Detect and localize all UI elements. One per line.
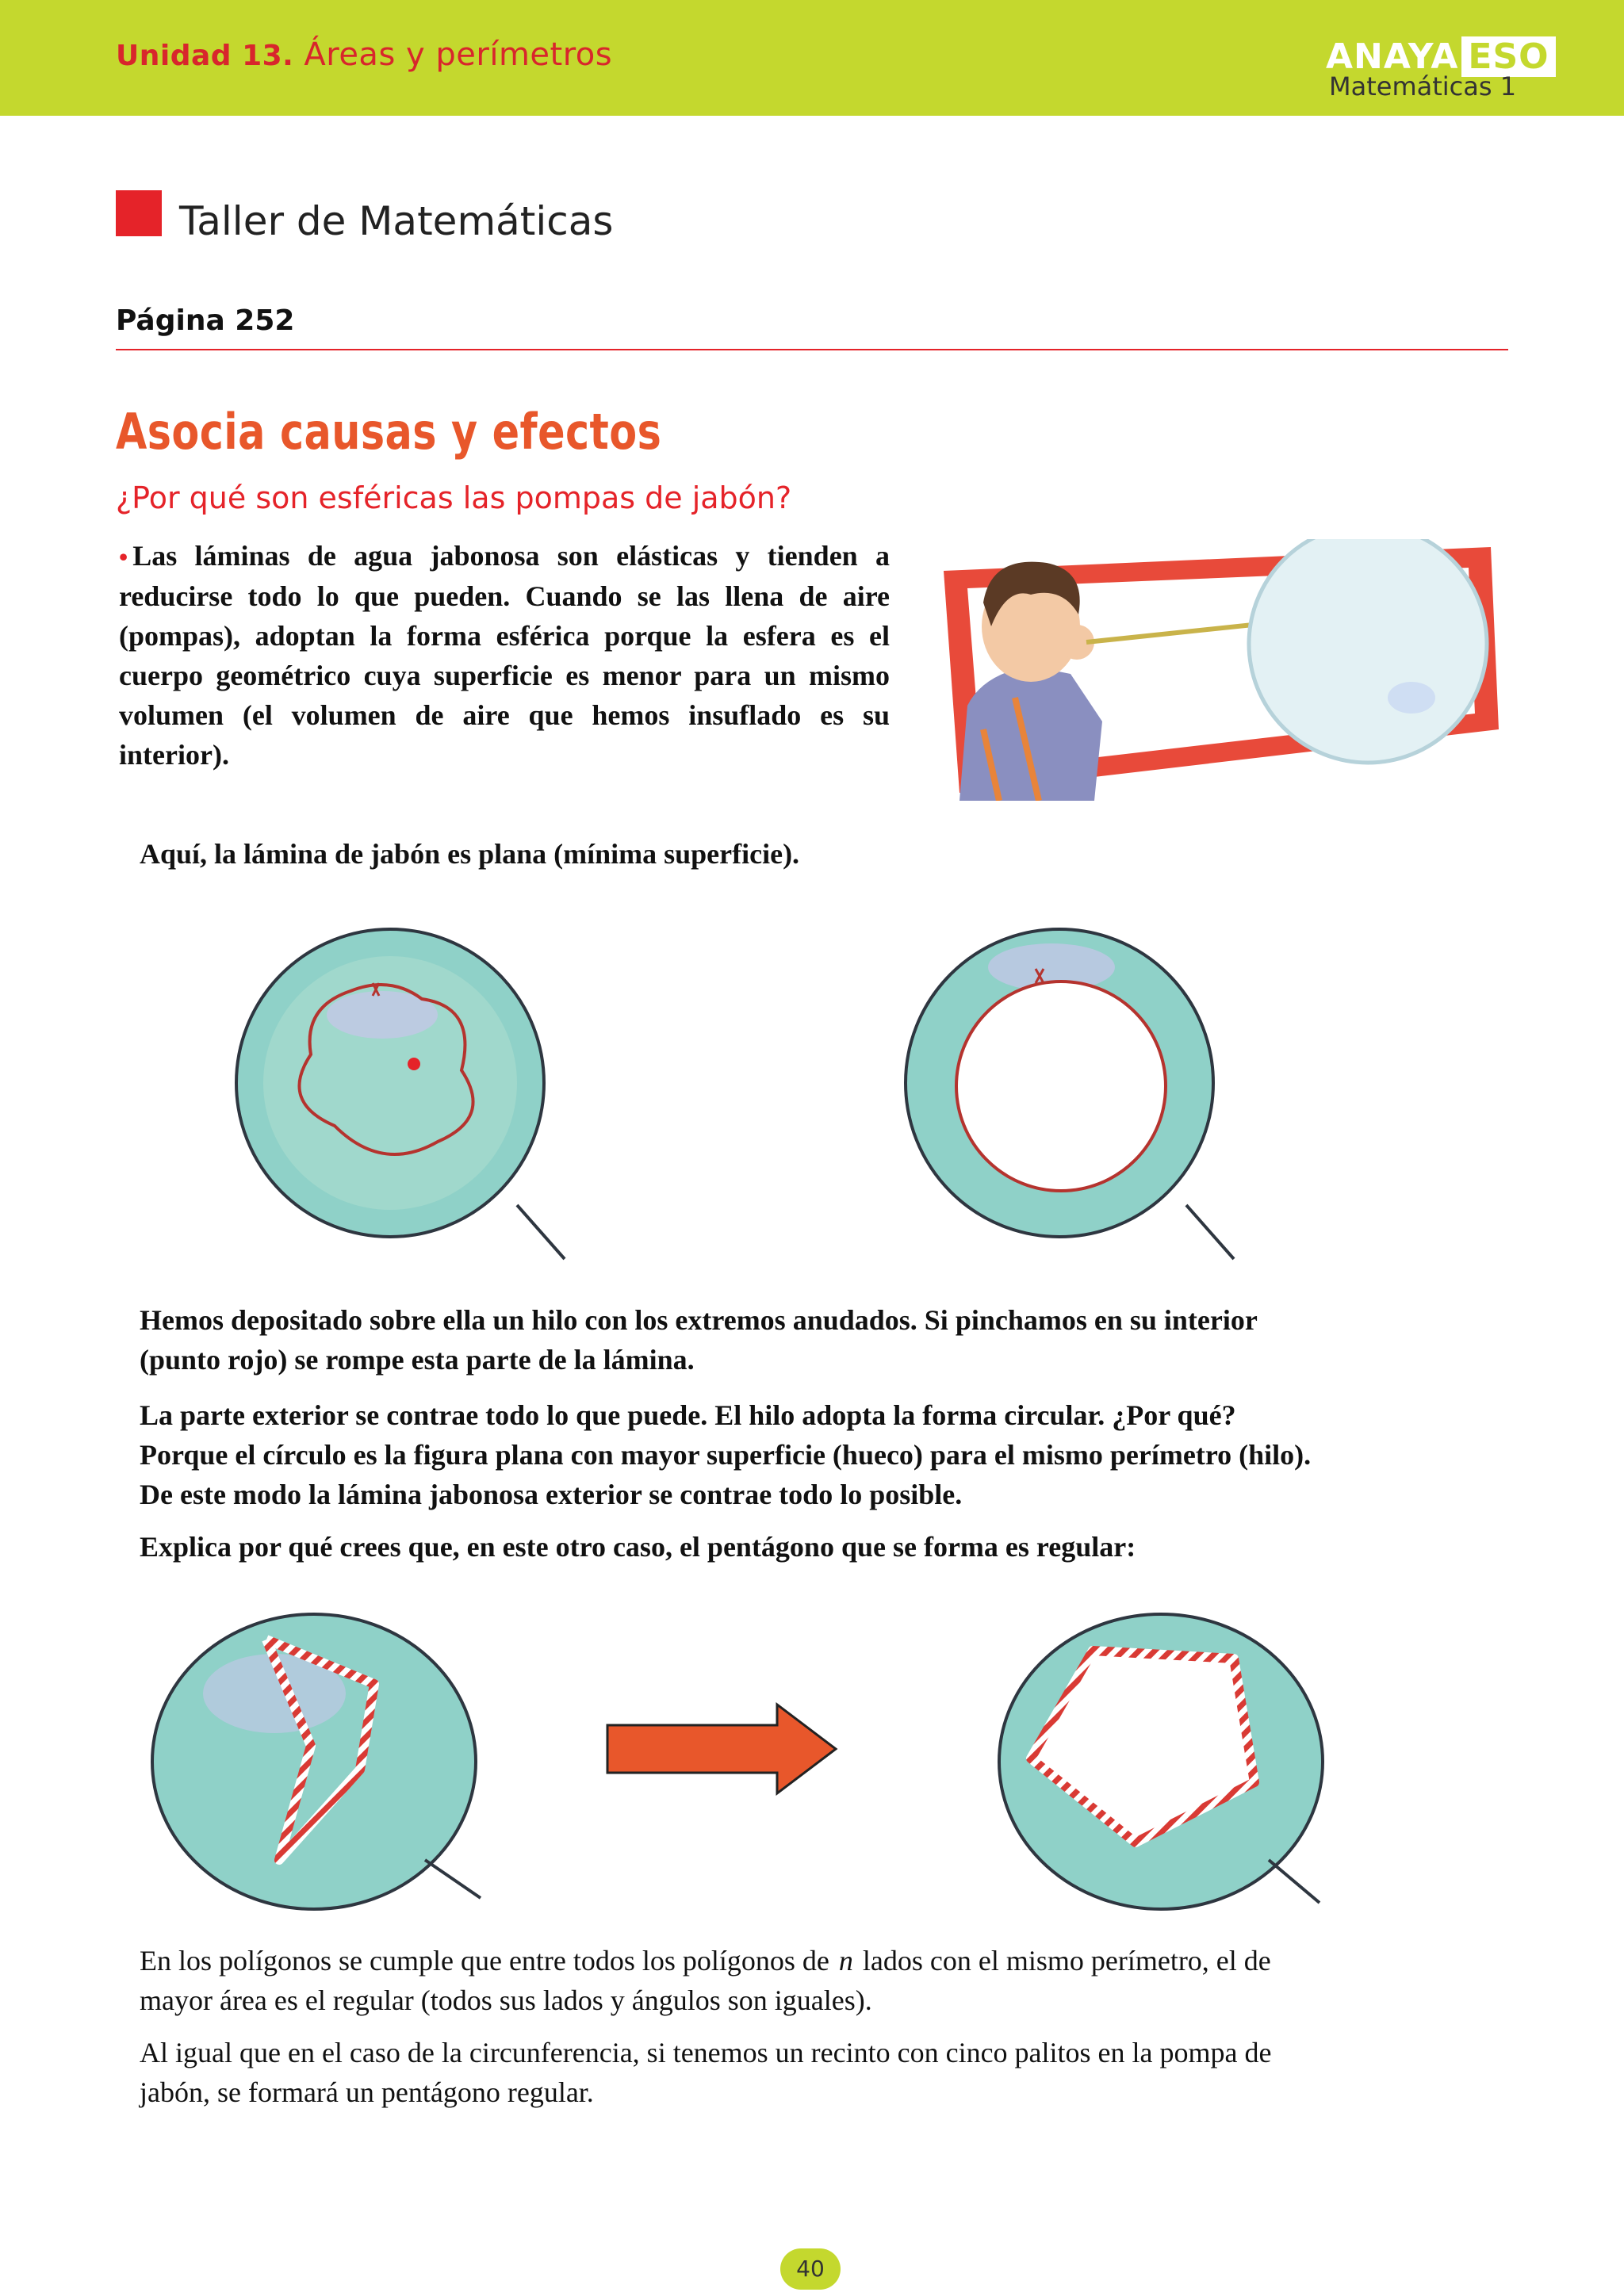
section-title: Taller de Matemáticas	[179, 198, 614, 244]
page-number: 40	[780, 2248, 841, 2290]
unit-prefix: Unidad 13.	[116, 40, 294, 72]
arrow-right-icon	[604, 1701, 842, 1797]
contract-text: La parte exterior se contrae todo lo que puede. El hilo adopta la forma circular. ¿Por qué? Porque el círculo es la figura plana con mayor superficie (hueco) para el mismo perímetro (hilo). De este modo la lámina jabonosa exterior se contrae todo lo posible.	[140, 1399, 1312, 1510]
unit-title	[116, 36, 612, 73]
activity-heading: Asocia causas y efectos	[116, 403, 662, 461]
brand-tag: ESO	[1461, 36, 1555, 77]
bubble-circular-thread	[893, 920, 1250, 1269]
explain-text: Explica por qué crees que, en este otro caso, el pentágono que se forma es regular:	[140, 1531, 1136, 1563]
thread-text: Hemos depositado sobre ella un hilo con los extremos anudados. Si pinchamos en su interior (punto rojo) se rompe esta parte de la lámina.	[140, 1304, 1258, 1376]
bullet-text: Las láminas de agua jabonosa son elásticas y tienden a reducirse todo lo que pueden. Cuando se las llena de aire (pompas), adoptan la forma esférica porque la esfera es el cuerpo geométrico cuya superficie es menor para un mismo volumen (el volumen de aire que hemos insuflado es su interior).	[119, 540, 890, 771]
flat-film-text: Aquí, la lámina de jabón es plana (mínima superficie).	[140, 838, 800, 870]
brand-name: ANAYA	[1326, 36, 1459, 77]
bubble-pentagon-straws	[991, 1606, 1332, 1923]
unit-name: Áreas y perímetros	[304, 36, 613, 73]
page-label: Página 252	[116, 304, 295, 337]
bubble-irregular-thread	[224, 920, 580, 1269]
answer-paragraph-2: Al igual que en el caso de la circunferencia, si tenemos un recinto con cinco palitos en la pompa de jabón, se formará un pentágono regular.	[140, 2037, 1272, 2108]
section-marker	[116, 190, 162, 236]
book-title: Matemáticas 1	[1329, 71, 1517, 101]
section-divider	[116, 349, 1508, 350]
boy-bubble-illustration	[936, 539, 1507, 801]
activity-question: ¿Por qué son esféricas las pompas de jabón?	[116, 480, 792, 515]
bullet-paragraph	[119, 536, 890, 775]
variable-n: n	[838, 1945, 853, 1976]
answer1-start: En los polígonos se cumple que entre todos los polígonos de	[140, 1945, 829, 1976]
answer1-end: lados con el mismo perímetro, el de mayor área es el regular (todos sus lados y ángulos son iguales).	[140, 1945, 1271, 2016]
bubble-irregular-straws	[147, 1606, 488, 1923]
answer-paragraph-1	[140, 1941, 1329, 2020]
bullet-icon: •	[119, 542, 128, 571]
